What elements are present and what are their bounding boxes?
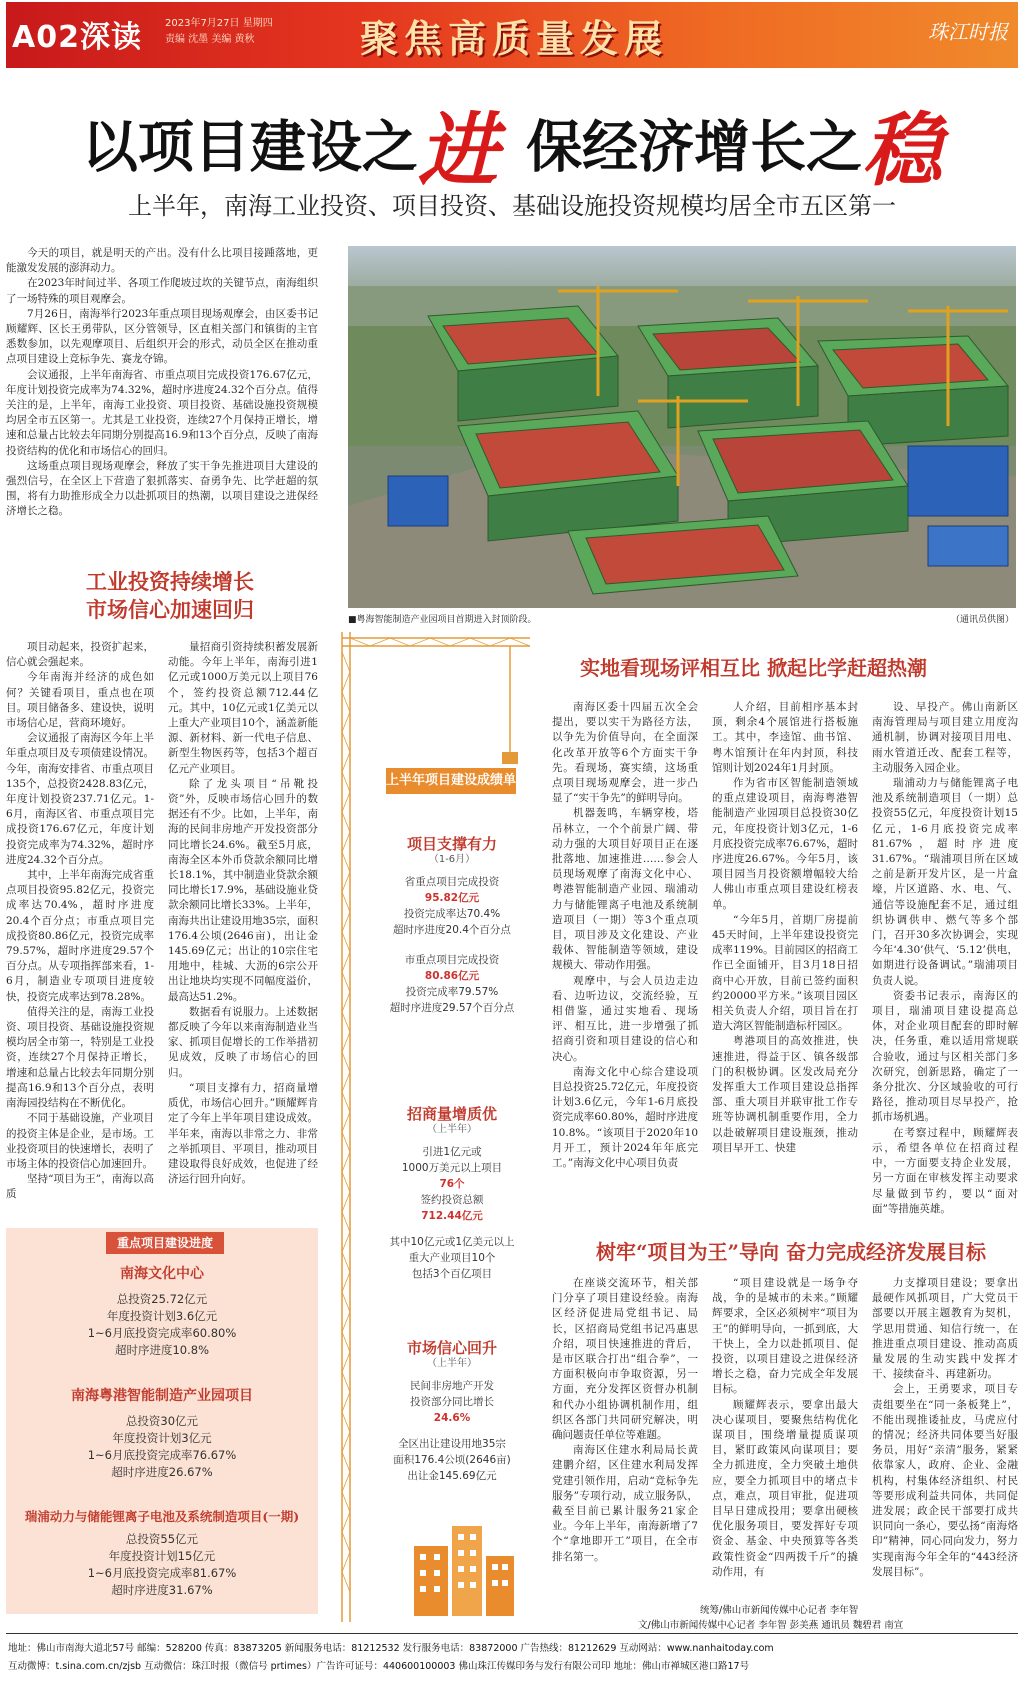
paragraph: 南海区住建水利局局长黄建鹏介绍，区住建水利局发挥党建引领作用，启动“竞标争先服务”专项行动，成立服务队，截至目前已累计服务21家企业。今年上半年，南海新增了7个“拿地即开工”项目，在全市排名第一。 <box>552 1444 698 1563</box>
issue-date: 2023年7月27日 星期四 <box>165 18 273 29</box>
photo-caption: ■粤海智能制造产业园项目首期进入封顶阶段。 <box>348 615 537 625</box>
group-head: 招商量增质优 <box>406 1105 497 1123</box>
paragraph: 值得关注的是，南海工业投资、项目投资、基础设施投资规模均居全市第一，特别是工业投资，连续27个月保持正增长，增速和总量占比较去年同期分别提高16.9和13个百分点，表明南海园投结构在不断优化。 <box>6 1005 154 1110</box>
scorecard-line: 签约投资总额 <box>420 1194 484 1206</box>
progress-project <box>6 1266 318 1359</box>
scorecard-line: 投资完成率达70.4% <box>403 908 501 920</box>
paragraph: 在座谈交流环节，相关部门分享了项目建设经验。南海区经济促进局党组书记、局长，区招商局党组书记冯惠思介绍，项目快速推进的背后，是市区联合打出“组合拳”，一方面积极向市争取资源，另一方面，充分发挥区资督办机制和代办小组协调机制作用，组织区各部门共同研究解决，明确问题责任单位等难题。 <box>552 1277 698 1442</box>
headline-part2: 保经济增长之 <box>526 115 863 181</box>
scorecard-line: 出让金145.69亿元 <box>407 1470 497 1482</box>
project-ahead: 超时序进度10.8% <box>114 1343 210 1357</box>
section2-col2 <box>712 700 858 1156</box>
paragraph: 设、早投产。佛山南新区南海管理局与项目建立用度沟通机制，协调对接项目用电、雨水管道迁改、配套工程等，主动服务入园企业。 <box>872 701 1018 774</box>
scorecard-line: 全区出让建设用地35宗 <box>398 1438 506 1450</box>
scorecard-value: 95.82亿元 <box>424 892 480 904</box>
headline <box>0 86 1024 201</box>
headline-part1: 以项目建设之 <box>81 115 418 181</box>
section3-title: 树牢“项目为王”导向 奋力完成经济发展目标 <box>596 1240 986 1264</box>
scorecard-line: 引进1亿元或 <box>422 1146 482 1158</box>
intro-paragraph: 7月26日，南海举行2023年重点项目现场观摩会，由区委书记顾耀辉、区长王勇带队，区分管领导，区直相关部门和镇街的主官悉数参加，以先观摩项目、后组织开会的形式，动员全区在推动重点项目建设上竞标争先、赛龙夺锦。 <box>6 307 318 366</box>
intro-paragraph: 这场重点项目现场观摩会，释放了实干争先推进项目大建设的强烈信号，在全区上下营造了狠抓落实、奋勇争先、比学赶超的氛围，将有力助推形成全力以赴抓项目的热潮，以项目建设之进保经济增长之稳。 <box>6 459 318 518</box>
paragraph: 南海区委十四届五次全会提出，要以实干为路径方法，以争先为价值导向，在全面深化改革开放等6个方面实干争先。看现场，赛实绩，这场重点项目现场观摩会，进一步凸显了“实干争先”的鲜明导向。 <box>552 701 698 805</box>
project-ahead: 超时序进度26.67% <box>111 1465 213 1479</box>
project-rate: 1~6月底投资完成率60.80% <box>87 1326 237 1340</box>
group-period: （1-6月） <box>428 854 476 865</box>
byline-coordinator: 统筹/佛山市新闻传媒中心记者 李年智 <box>700 1605 859 1616</box>
project-total: 总投资25.72亿元 <box>116 1292 208 1306</box>
scorecard-line: 包括3个百亿项目 <box>411 1268 493 1280</box>
scorecard-value: 712.44亿元 <box>421 1210 483 1222</box>
intro-paragraph: 会议通报，上半年南海省、市重点项目完成投资176.67亿元，年度计划投资完成率为74.32%，超时序进度24.32个百分点。值得关注的是，上半年，南海工业投资、项目投资、基础设施投资规模均居全市五区第一。尤其是工业投资，连续27个月保持正增长，增速和总量占比较去年同期分别提高16.9和13个百分点，反映了南海投资结构的优化和市场信心的回归。 <box>6 368 318 457</box>
section3-col3 <box>872 1276 1018 1580</box>
paragraph: “项目支撑有力，招商量增质优，市场信心回升。”顾耀辉肯定了今年上半年项目建设成效。半年来，南海以非常之力、非常之举抓项目、平项目，推动项目建设取得良好成效，也促进了经济运行回升向好。 <box>168 1081 318 1186</box>
scorecard-line: 重大产业项目10个 <box>408 1252 496 1264</box>
project-name: 南海文化中心 <box>120 1266 204 1282</box>
paragraph: 力支撑项目建设；要拿出最硬作风抓项目，广大党员干部要以开展主题教育为契机，学思用贯通、知信行统一，在推进重点项目建设、推动高质量发展的生动实践中发挥才干、接续奋斗、再建新功。 <box>872 1277 1018 1381</box>
paragraph: 观摩中，与会人员边走边看、边听边议，交流经验，互相借鉴，通过实地看、现场评、相互比，进一步增强了抓招商引资和项目建设的信心和决心。 <box>552 974 698 1063</box>
section1-title <box>86 568 254 624</box>
project-plan: 年度投资计划3亿元 <box>112 1431 212 1445</box>
byline-authors: 文/佛山市新闻传媒中心记者 李年智 彭美燕 通讯员 魏碧君 南宣 <box>638 1620 904 1631</box>
group-head: 市场信心回升 <box>406 1339 497 1357</box>
paragraph: “项目建设就是一场争夺战，争的是城市的未来。”顾耀辉要求，全区必须树牢“项目为王”的鲜明导向，一抓到底，大干快上，全力以赴抓项目、促投资，以项目建设之进保经济增长之稳，奋力完成全年发展目标。 <box>712 1277 858 1396</box>
editors: 责编 沈墨 美编 黄秋 <box>165 34 255 45</box>
project-name: 南海粤港智能制造产业园项目 <box>71 1388 253 1404</box>
project-plan: 年度投资计划15亿元 <box>108 1549 216 1563</box>
scorecard-line: 其中10亿元或1亿美元以上 <box>389 1236 515 1248</box>
project-rate: 1~6月底投资完成率81.67% <box>87 1566 237 1580</box>
scorecard-line: 市重点项目完成投资 <box>404 954 500 966</box>
section3-col2 <box>712 1276 858 1580</box>
scorecard-line: 省重点项目完成投资 <box>404 876 500 888</box>
subheadline: 上半年，南海工业投资、项目投资、基础设施投资规模均居全市五区第一 <box>128 192 896 220</box>
section1-title-line1: 工业投资持续增长 <box>86 569 254 594</box>
footer-line2: 互动微博：t.sina.com.cn/zjsb 互动微信：珠江时报（微信号 prtimes）广告许可证号：440600100003 佛山珠江传媒印务与发行有限公司印 地址：佛山市禅城区港口路17号 <box>8 1661 750 1672</box>
paragraph: 粤港项目的高效推进，快速推进，得益于区、镇各级部门的积极协调。区发改局充分发挥重大工作项目建设总指挥部、重大项目并联审批工作专班等协调机制重要作用，全力以赴破解项目建设瓶颈，推动项目早开工、快建 <box>712 1035 858 1154</box>
scorecard-line: 超时序进度29.57个百分点 <box>389 1002 515 1014</box>
intro-text <box>6 246 318 520</box>
headline-key1: 进 <box>417 103 498 197</box>
aerial-construction-photo <box>348 246 1016 608</box>
newspaper-logo: 珠江时报 <box>928 20 1008 44</box>
paragraph: 会议通报了南海区今年上半年重点项目及专项债建设情况。今年，南海安排省、市重点项目135个，总投资2428.83亿元，年度计划投资237.71亿元。1-6月，南海区省、市重点项目完成投资176.67亿元，年度计划投资完成率为74.32%，超时序进度24.32个百分点。 <box>6 732 154 866</box>
scorecard-line: 投资完成率79.57% <box>405 986 499 998</box>
scorecard-line: 投资部分同比增长 <box>410 1396 494 1408</box>
scorecard-group-projects <box>376 836 528 1016</box>
paragraph: 南海文化中心综合建设项目总投资25.72亿元，年度投资计划3.6亿元，今年1-6月底投资完成率60.80%，超时序进度10.8%。“该项目于2020年10月开工，预计2024年年底完工。”南海文化中心项目负责 <box>552 1065 698 1170</box>
scorecard-line: 1000万美元以上项目 <box>401 1162 503 1174</box>
paragraph: 项目动起来，投资扩起来，信心就会强起来。 <box>6 641 154 669</box>
footer-line1: 地址：佛山市南海大道北57号 邮编：528200 传真：83873205 新闻服务电话：81212532 发行服务电话：83872000 广告热线：81212629 互动网站：www.nanhaitoday.com <box>8 1643 774 1654</box>
section3-col1 <box>552 1276 698 1565</box>
paragraph: 资委书记表示，南海区的项目，瑞浦项目建设提高总体，对企业项目配套的即时解决，任务重，难以适用常规联合验收，通过与区相关部门多次研究，创新思路，确定了一条分批次、分区域验收的可行路径，推动项目尽早投产，抢抓市场机遇。 <box>872 989 1018 1124</box>
paragraph: “今年5月，首期厂房提前45天时间，上半年建设投资完成率119%。目前园区的招商工作已全面铺开，目3月18日招商中心开放，目前已签约面积约20000平方米。”该项目园区相关负责人介绍，项目旨在打造大湾区智能制造标杆园区。 <box>712 913 858 1033</box>
paragraph: 坚持“项目为王”，南海以高质 <box>6 1173 154 1201</box>
progress-box-title: 重点项目建设进度 <box>106 1232 224 1254</box>
scorecard-line: 民间非房地产开发 <box>410 1380 494 1392</box>
building-illustration <box>408 1520 518 1616</box>
section1-col2 <box>168 640 318 1187</box>
paragraph: 量招商引资持续积蓄发展新动能。今年上半年，南海引进1亿元或1000万美元以上项目76个，签约投资总额712.44亿元。其中，10亿元或1亿美元以上重大产业项目10个，涵盖新能源、新材料、新一代电子信息、新型生物医药等，包括3个超百亿元产业项目。 <box>168 641 318 775</box>
paragraph: 人介绍，目前相序基本封顶，剩余4个展馆进行搭板施工。其中，李逵馆、曲书馆、粤木馆预计在年内封顶，科技馆则计划2024年1月封顶。 <box>712 701 858 774</box>
paragraph: 除了龙头项目“吊靴投资”外，反映市场信心回升的数据还有不少。比如，上半年，南海的民间非房地产开发投资部分同比增长24.6%。截至5月底，南海全区本外币贷款余额同比增长18.1%，其中制造业贷款余额同比增长17.9%，基础设施业贷款余额同比增长33%。上半年，南海共出让建设用地35宗，面积176.4公顷(2646亩)，出让金145.69亿元；出让的10宗住宅用地中，桂城、大沥的6宗公开出让地块均实现不同幅度溢价，最高达51.2%。 <box>168 777 318 1003</box>
scorecard-line: 超时序进度20.4个百分点 <box>393 924 511 936</box>
photo-credit: （通讯员供图） <box>950 615 1014 625</box>
scorecard-line: 面积176.4公顷(2646亩) <box>393 1454 511 1466</box>
project-ahead: 超时序进度31.67% <box>111 1583 213 1597</box>
scorecard-group-confidence <box>376 1340 528 1484</box>
paragraph: 会上，王勇要求，项目专责组要坐在“同一条板凳上”，不能出现推诿扯皮，马虎应付的情况；经济共同体要当好服务员，用好“亲清”服务，紧紧依靠家人，政府、企业、金融机构，村集体经济组织、村民等要形成利益共同体，共同促进发展；政企民干部要打成共识同向一条心，要弘扬“南海烙印”精神，同心同向发力，努力实现南海今年全年的“443经济发展目标”。 <box>872 1383 1018 1578</box>
scorecard-value: 80.86亿元 <box>424 970 480 982</box>
project-plan: 年度投资计划3.6亿元 <box>106 1309 218 1323</box>
group-head: 项目支撑有力 <box>406 835 497 853</box>
paragraph: 瑞浦动力与储能锂离子电池及系统制造项目（一期）总投资55亿元，年度投资计划15亿元，1-6月底投资完成率81.67%，超时序进度31.67%。“瑞浦项目所在区域之前是新开发片区，是一片盒壕，片区道路、水、电、气、通信等设施配套不足，通过组织协调供申、燃气等多个部门，召开30多次协调会，实现今年‘4.30’供气、‘5.12’供电，如期进行设备调试。”瑞浦项目负责人说。 <box>872 777 1018 987</box>
footer-divider <box>6 1633 1018 1634</box>
section-banner: 聚焦高质量发展 <box>360 16 669 61</box>
group-period: （上半年） <box>427 1358 477 1369</box>
progress-project <box>6 1388 318 1481</box>
section2-col1 <box>552 700 698 1171</box>
group-period: （上半年） <box>427 1124 477 1135</box>
intro-paragraph: 今天的项目，就是明天的产出。没有什么比项目接踵落地，更能激发发展的澎湃动力。 <box>6 247 318 275</box>
paragraph: 今年南海并经济的成色如何？关键看项目，重点也在项目。项目储备多、建设快，说明市场信心足，营商环境好。 <box>6 671 154 730</box>
paragraph: 在考察过程中，顾耀辉表示，希望各单位在招商过程中，一方面要支持企业发展，另一方面在审核发挥主动要求尽量做到节约，要以“面对面”等措施英雄。 <box>872 1126 1018 1215</box>
paragraph: 不同于基础设施，产业项目的投资主体是企业，是市场。工业投资项目的快速增长，表明了市场主体的投资信心加速回升。 <box>6 1112 154 1170</box>
progress-project <box>6 1508 318 1599</box>
paragraph: 数据看有说服力。上述数据都反映了今年以来南海制造业当家、抓项目促增长的工作举措初见成效，反映了市场信心的回归。 <box>168 1005 318 1079</box>
paragraph: 作为省市区智能制造领域的重点建设项目，南海粤港智能制造产业园项目总投资30亿元，年度投资计划3亿元，1-6月底投资完成率76.67%，超时序进度26.67%。今年5月，该项目园当月投资额增幅较大给人佛山市重点项目建设红榜表单。 <box>712 777 858 911</box>
page-code: A02深读 <box>12 20 142 55</box>
project-name: 瑞浦动力与储能锂离子电池及系统制造项目(一期) <box>24 1509 300 1524</box>
paragraph: 机器轰鸣，车辆穿梭，塔吊林立，一个个前景广阔、带动力强的大项目好项目正在逐批落地、加速推进……参会人员现场观摩了南海文化中心、粤港智能制造产业园、瑞浦动力与储能锂离子电池及系统制造项目（一期）等3个重点项目，项目涉及文化建设、产业载体、智能制造等领域，建设规模大、带动作用强。 <box>552 807 698 972</box>
scorecard-title: 上半年项目建设成绩单 <box>386 768 516 794</box>
project-total: 总投资30亿元 <box>125 1414 199 1428</box>
project-rate: 1~6月底投资完成率76.67% <box>87 1448 237 1462</box>
section2-col3 <box>872 700 1018 1217</box>
section2-title: 实地看现场评相互比 掀起比学赶超热潮 <box>580 656 927 680</box>
section1-col1 <box>6 640 154 1203</box>
headline-key2: 稳 <box>862 103 943 197</box>
paragraph: 顾耀辉表示，要拿出最大决心谋项目，要聚焦结构优化谋项目，围绕增量提质谋项目，紧盯政策风向谋项目；要全力抓进度，全力突破土地供应，要全力抓项目中的堵点卡点，难点，项目审批，促进项目早日建成投用；要拿出硬核优化服务项目，要发挥好专项资金、基金、中央预算等各类政策性资金“四两拨千斤”的撬动作用，有 <box>712 1398 858 1578</box>
scorecard-group-investment <box>376 1106 528 1282</box>
scorecard-value: 76个 <box>439 1178 465 1190</box>
paragraph: 其中，上半年南海完成省重点项目投资95.82亿元，投资完成率达70.4%，超时序进度20.4个百分点；市重点项目完成投资80.86亿元，投资完成率79.57%，超时序进度29.57个百分点。从专项指挥部来看，1-6月，制造业专项项目进度较快，投资完成率达到78.28%。 <box>6 869 154 1003</box>
section1-title-line2: 市场信心加速回归 <box>86 597 254 622</box>
scorecard-value: 24.6% <box>433 1412 471 1424</box>
project-total: 总投资55亿元 <box>125 1532 199 1546</box>
intro-paragraph: 在2023年时间过半、各项工作爬坡过坎的关键节点，南海组织了一场特殊的项目观摩会。 <box>6 277 318 305</box>
